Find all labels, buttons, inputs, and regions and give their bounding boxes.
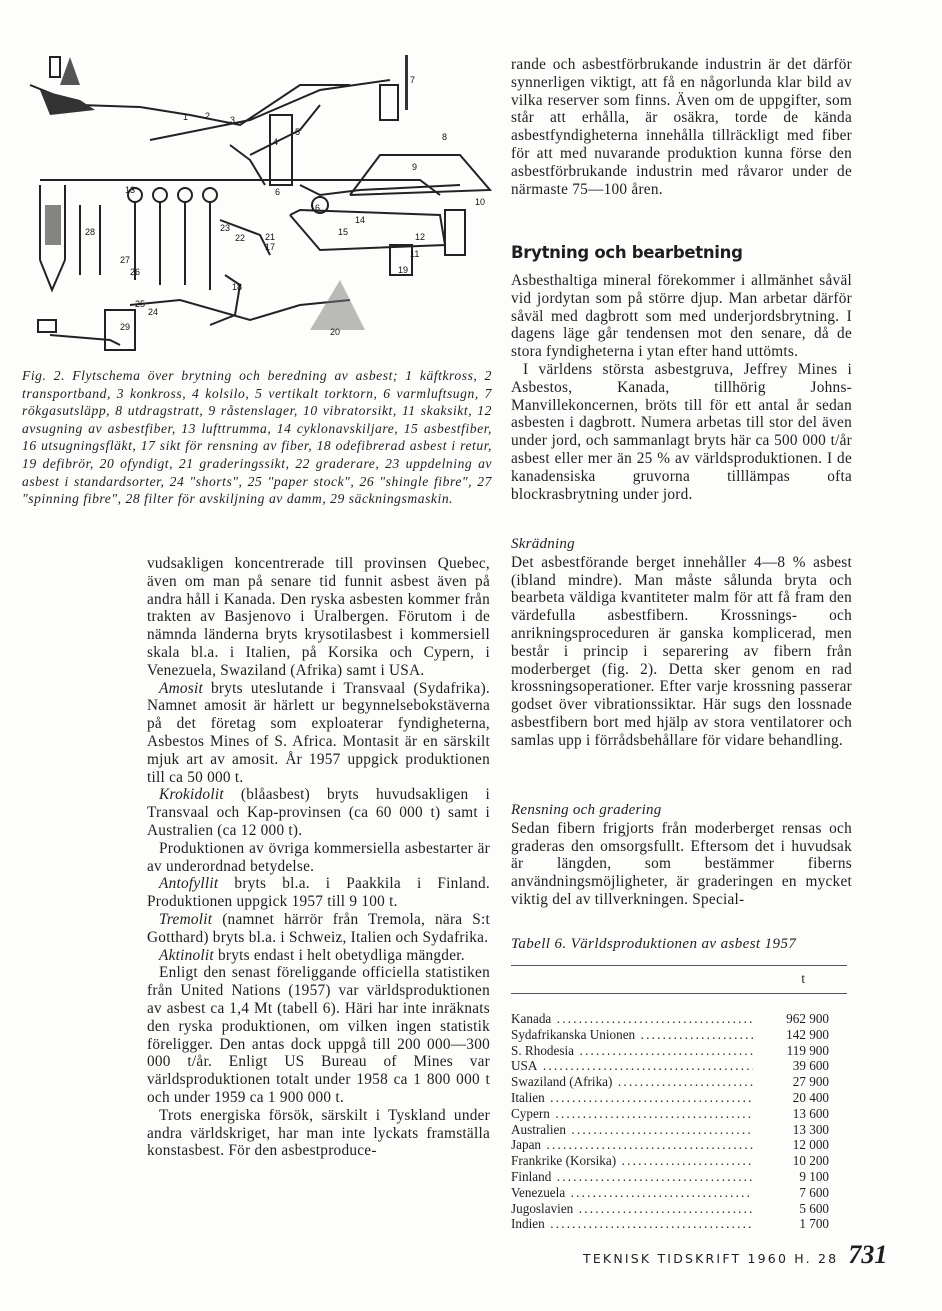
mineral-term: Tremolit xyxy=(159,910,213,928)
paragraph-text: Trots energiska försök, särskilt i Tyskland under andra världskriget, har man inte lyckats framställa konstasbest. För den asbestproduce- xyxy=(147,1106,490,1160)
production-value: 12 000 xyxy=(792,1137,829,1153)
table-row xyxy=(511,1137,847,1153)
svg-text:28: 28 xyxy=(85,227,96,237)
mineral-term: Antofyllit xyxy=(159,875,219,893)
production-value: 7 600 xyxy=(799,1184,829,1200)
paragraph xyxy=(147,911,490,947)
production-value: 5 600 xyxy=(799,1200,829,1216)
paragraph-text: vudsakligen koncentrerade till provinsen Quebec, även om man på senare tid funnit asbest även på andra håll i Kanada. Den ryska asbesten kommer från trakten av Basjenovo i Uralbergen. Förutom i de nämnda länderna bryts krysotilasbest i kommersiell skala bl.a. i Italien, på Korsika och Cypern, i Venezuela, Swaziland (Afrika) samt i USA. xyxy=(147,555,490,679)
paragraph xyxy=(147,786,490,839)
table-row xyxy=(511,1216,847,1232)
svg-text:27: 27 xyxy=(120,255,131,265)
svg-text:17: 17 xyxy=(265,242,276,252)
subheading: Rensning och gradering xyxy=(511,802,662,818)
svg-text:24: 24 xyxy=(148,307,159,317)
mineral-term: Aktinolit xyxy=(159,946,214,964)
production-value: 9 100 xyxy=(799,1168,829,1184)
paragraph-text: (namnet härrör från Tremola, nära S:t Gotthard) bryts bl.a. i Schweiz, Italien och Sydafrika. xyxy=(147,910,490,946)
svg-text:16: 16 xyxy=(310,203,321,213)
production-value: 962 900 xyxy=(786,1011,829,1026)
country-name: Jugoslavien ..... xyxy=(511,1201,753,1217)
svg-text:3: 3 xyxy=(230,115,236,125)
country-name: Japan ..... xyxy=(511,1137,753,1153)
paragraph: Det asbestförande berget innehåller 4—8 % asbest (ibland mindre). Man måste sålunda bryta och bearbeta väldiga kvantiteter malm för att få fram den värdefulla asbestfibern. Krossnings- och anrikningsproceduren är ganska komplicerad, men består i princip i separering av fibern från moderberget (fig. 2). Detta sker genom en rad krossningsoperationer. Efter varje krossning passerar godset över vibrationssiktar. Här sugs den lossnade asbestfibern bort med hjälp av stora ventilatorer och samlas upp i förrådsbehållare för vidare behandling. xyxy=(511,553,852,749)
svg-text:12: 12 xyxy=(415,232,426,242)
production-value: 20 400 xyxy=(792,1089,829,1105)
table-row xyxy=(511,1106,847,1122)
paragraph xyxy=(147,947,490,965)
svg-text:9: 9 xyxy=(412,162,418,172)
production-value: 13 600 xyxy=(792,1105,829,1121)
svg-text:23: 23 xyxy=(220,223,231,233)
svg-text:11: 11 xyxy=(410,249,420,259)
table-row xyxy=(511,1074,847,1090)
right-column-intro xyxy=(511,56,852,198)
svg-text:14: 14 xyxy=(355,215,366,225)
section-heading: Brytning och bearbetning xyxy=(511,243,743,262)
svg-text:4: 4 xyxy=(273,137,279,147)
table-row xyxy=(511,1153,847,1169)
table-row xyxy=(511,1090,847,1106)
paragraph-text: Produktionen av övriga kommersiella asbestarter är av underordnad betydelse. xyxy=(147,839,490,875)
table-rule xyxy=(511,993,847,994)
table-row xyxy=(511,1011,847,1027)
country-name: Australien ..... xyxy=(511,1122,753,1138)
table-row xyxy=(511,1043,847,1059)
paragraph-text: Enligt den senast föreliggande officiella statistiken från United Nations (1957) var världsproduktionen av asbest ca 1,4 Mt (tabell 6). Häri har inte inräknats den ryska produktionen, om vilken ingen statistik föreligger. Den antas dock uppgå till 200 000—300 000 t/år. Enligt US Bureau of Mines var världsproduktionen totalt under 1958 ca 1 800 000 t och under 1959 ca 1 900 000 t. xyxy=(147,964,490,1106)
svg-text:6: 6 xyxy=(275,187,281,197)
country-name: USA ..... xyxy=(511,1058,753,1074)
paragraph-text: bryts uteslutande i Transvaal (Sydafrika). Namnet amosit är härlett ur begynnelsebokstäverna på det företag som exploaterar fyndigheterna, Asbestos Mines of S. Africa. Montasit är en särskilt mjuk art av amosit. År 1957 uppgick produktionen till ca 50 000 t. xyxy=(147,679,490,786)
table-row xyxy=(511,1169,847,1185)
production-value: 142 900 xyxy=(786,1026,829,1042)
paragraph: I världens största asbestgruva, Jeffrey Mines i Asbestos, Kanada, tillhörig Johns-Manvillekoncernen, bröts till för ett antal år sedan asbesten i dagbrott. Numera arbetas till stor del även under jord, och sammanlagt bryts här ca 500 000 t/år asbest eller mer än 25 % av världsproduktionen. I de kanadensiska gruvorna tilllämpas ofta blockrasbrytning under jord. xyxy=(511,360,852,503)
paragraph xyxy=(147,875,490,911)
svg-text:18: 18 xyxy=(232,282,243,292)
left-column-text xyxy=(147,555,490,1160)
svg-text:2: 2 xyxy=(205,111,211,121)
paragraph-text: (blåasbest) bryts huvudsakligen i Transvaal och Kap-provinsen (ca 60 000 t) samt i Australien (ca 12 000 t). xyxy=(147,786,490,839)
country-name: Sydafrikanska Unionen ..... xyxy=(511,1027,753,1043)
mineral-term: Amosit xyxy=(159,679,203,697)
paragraph-text: bryts endast i helt obetydliga mängder. xyxy=(213,946,465,964)
journal-name: TEKNISK TIDSKRIFT 1960 H. 28 xyxy=(583,1251,839,1266)
table-header xyxy=(511,966,847,993)
figure-caption: Fig. 2. Flytschema över brytning och beredning av asbest; 1 käftkross, 2 transportband, 3 konkross, 4 kolsilo, 5 vertikalt torktorn, 6 varmluftsugn, 7 rökgasutsläpp, 8 utdragstratt, 9 råstenslager, 10 vibratorsikt, 11 skaksikt, 12 avsugning av asbestfiber, 13 lufttrumma, 14 cyklonavskiljare, 15 asbestfiber, 16 utsugningsfläkt, 17 sikt för rensning av fiber, 18 odefibrerad asbest i retur, 19 defibrör, 20 ofyndigt, 21 graderingssikt, 22 graderare, 23 uppdelning av asbest i standardsorter, 24 "shorts", 25 "paper stock", 26 "shingle fibre", 27 "spinning fibre", 28 filter för avskiljning av damm, 29 säckningsmaskin. xyxy=(22,368,492,507)
svg-text:22: 22 xyxy=(235,233,246,243)
country-name: Indien ..... xyxy=(511,1216,753,1232)
paragraph-text: bryts bl.a. i Paakkila i Finland. Produktionen uppgick 1957 till 9 100 t. xyxy=(147,875,490,911)
svg-text:15: 15 xyxy=(338,227,349,237)
svg-text:8: 8 xyxy=(442,132,448,142)
svg-text:10: 10 xyxy=(475,197,486,207)
country-name: Italien ..... xyxy=(511,1090,753,1106)
paragraph xyxy=(147,840,490,876)
svg-text:5: 5 xyxy=(295,127,301,137)
country-name: S. Rhodesia ..... xyxy=(511,1043,753,1059)
unit-header: t xyxy=(801,971,805,986)
production-value: 119 900 xyxy=(786,1042,829,1058)
svg-text:7: 7 xyxy=(410,75,416,85)
paragraph xyxy=(147,1107,490,1160)
right-column-rensning xyxy=(511,802,852,909)
production-value: 39 600 xyxy=(792,1058,829,1074)
page-footer xyxy=(583,1240,887,1270)
svg-text:19: 19 xyxy=(398,265,409,275)
svg-text:29: 29 xyxy=(120,322,131,332)
table-row xyxy=(511,1058,847,1074)
table-caption: Tabell 6. Världsproduktionen av asbest 1957 xyxy=(511,936,797,952)
mineral-term: Krokidolit xyxy=(159,786,224,804)
table-row xyxy=(511,1201,847,1217)
country-name: Cypern ..... xyxy=(511,1106,753,1122)
intro-paragraph: rande och asbestförbrukande industrin är det därför synnerligen viktigt, att få en någorlunda klar bild av vilka reserver som finns. Även om de uppgifter, som står att erhålla, är osäkra, torde de kända asbestfyndigheterna innehålla tillräckligt med fiber för att med nuvarande produktion kunna förse den asbestförbrukande industrin med råvaror under de närmaste 75—100 åren. xyxy=(511,56,852,198)
paragraph: Sedan fibern frigjorts från moderberget rensas och graderas den omsorgsfullt. Eftersom det i huvudsak är längden, som bestämmer fiberns användningsmöjligheter, är graderingen en mycket viktig del av tillverkningen. Special- xyxy=(511,819,852,908)
svg-text:25: 25 xyxy=(135,299,146,309)
country-name: Venezuela ..... xyxy=(511,1185,753,1201)
table-row xyxy=(511,1027,847,1043)
paragraph xyxy=(147,555,490,680)
subheading: Skrädning xyxy=(511,536,575,552)
country-name: Swaziland (Afrika) ..... xyxy=(511,1074,753,1090)
svg-text:21: 21 xyxy=(265,232,276,242)
country-name: Frankrike (Korsika) ..... xyxy=(511,1153,753,1169)
svg-text:20: 20 xyxy=(330,327,341,337)
country-name: Finland ..... xyxy=(511,1169,753,1185)
right-column-skradning xyxy=(511,536,852,750)
page-number: 731 xyxy=(848,1240,888,1269)
paragraph xyxy=(147,964,490,1106)
paragraph xyxy=(147,680,490,787)
flow-diagram-figure xyxy=(20,45,500,360)
production-value: 10 200 xyxy=(792,1153,829,1169)
production-value: 13 300 xyxy=(792,1121,829,1137)
svg-text:26: 26 xyxy=(130,267,141,277)
production-value: 27 900 xyxy=(792,1074,829,1090)
paragraph: Asbesthaltiga mineral förekommer i allmänhet såväl vid jordytan som på större djup. Man arbetar därför såväl med dagbrott som med underjordsbrytning. I dagens läge går tendensen mot den senare, då de stora fyndigheterna i ytan efter hand uttömts. xyxy=(511,272,852,361)
production-table xyxy=(511,965,847,1232)
production-value: 1 700 xyxy=(799,1216,829,1232)
svg-text:13: 13 xyxy=(125,185,136,195)
right-column-section xyxy=(511,272,852,503)
table-row xyxy=(511,1122,847,1138)
country-name: Kanada ..... xyxy=(511,1011,753,1027)
table-row xyxy=(511,1185,847,1201)
svg-text:1: 1 xyxy=(183,112,189,122)
